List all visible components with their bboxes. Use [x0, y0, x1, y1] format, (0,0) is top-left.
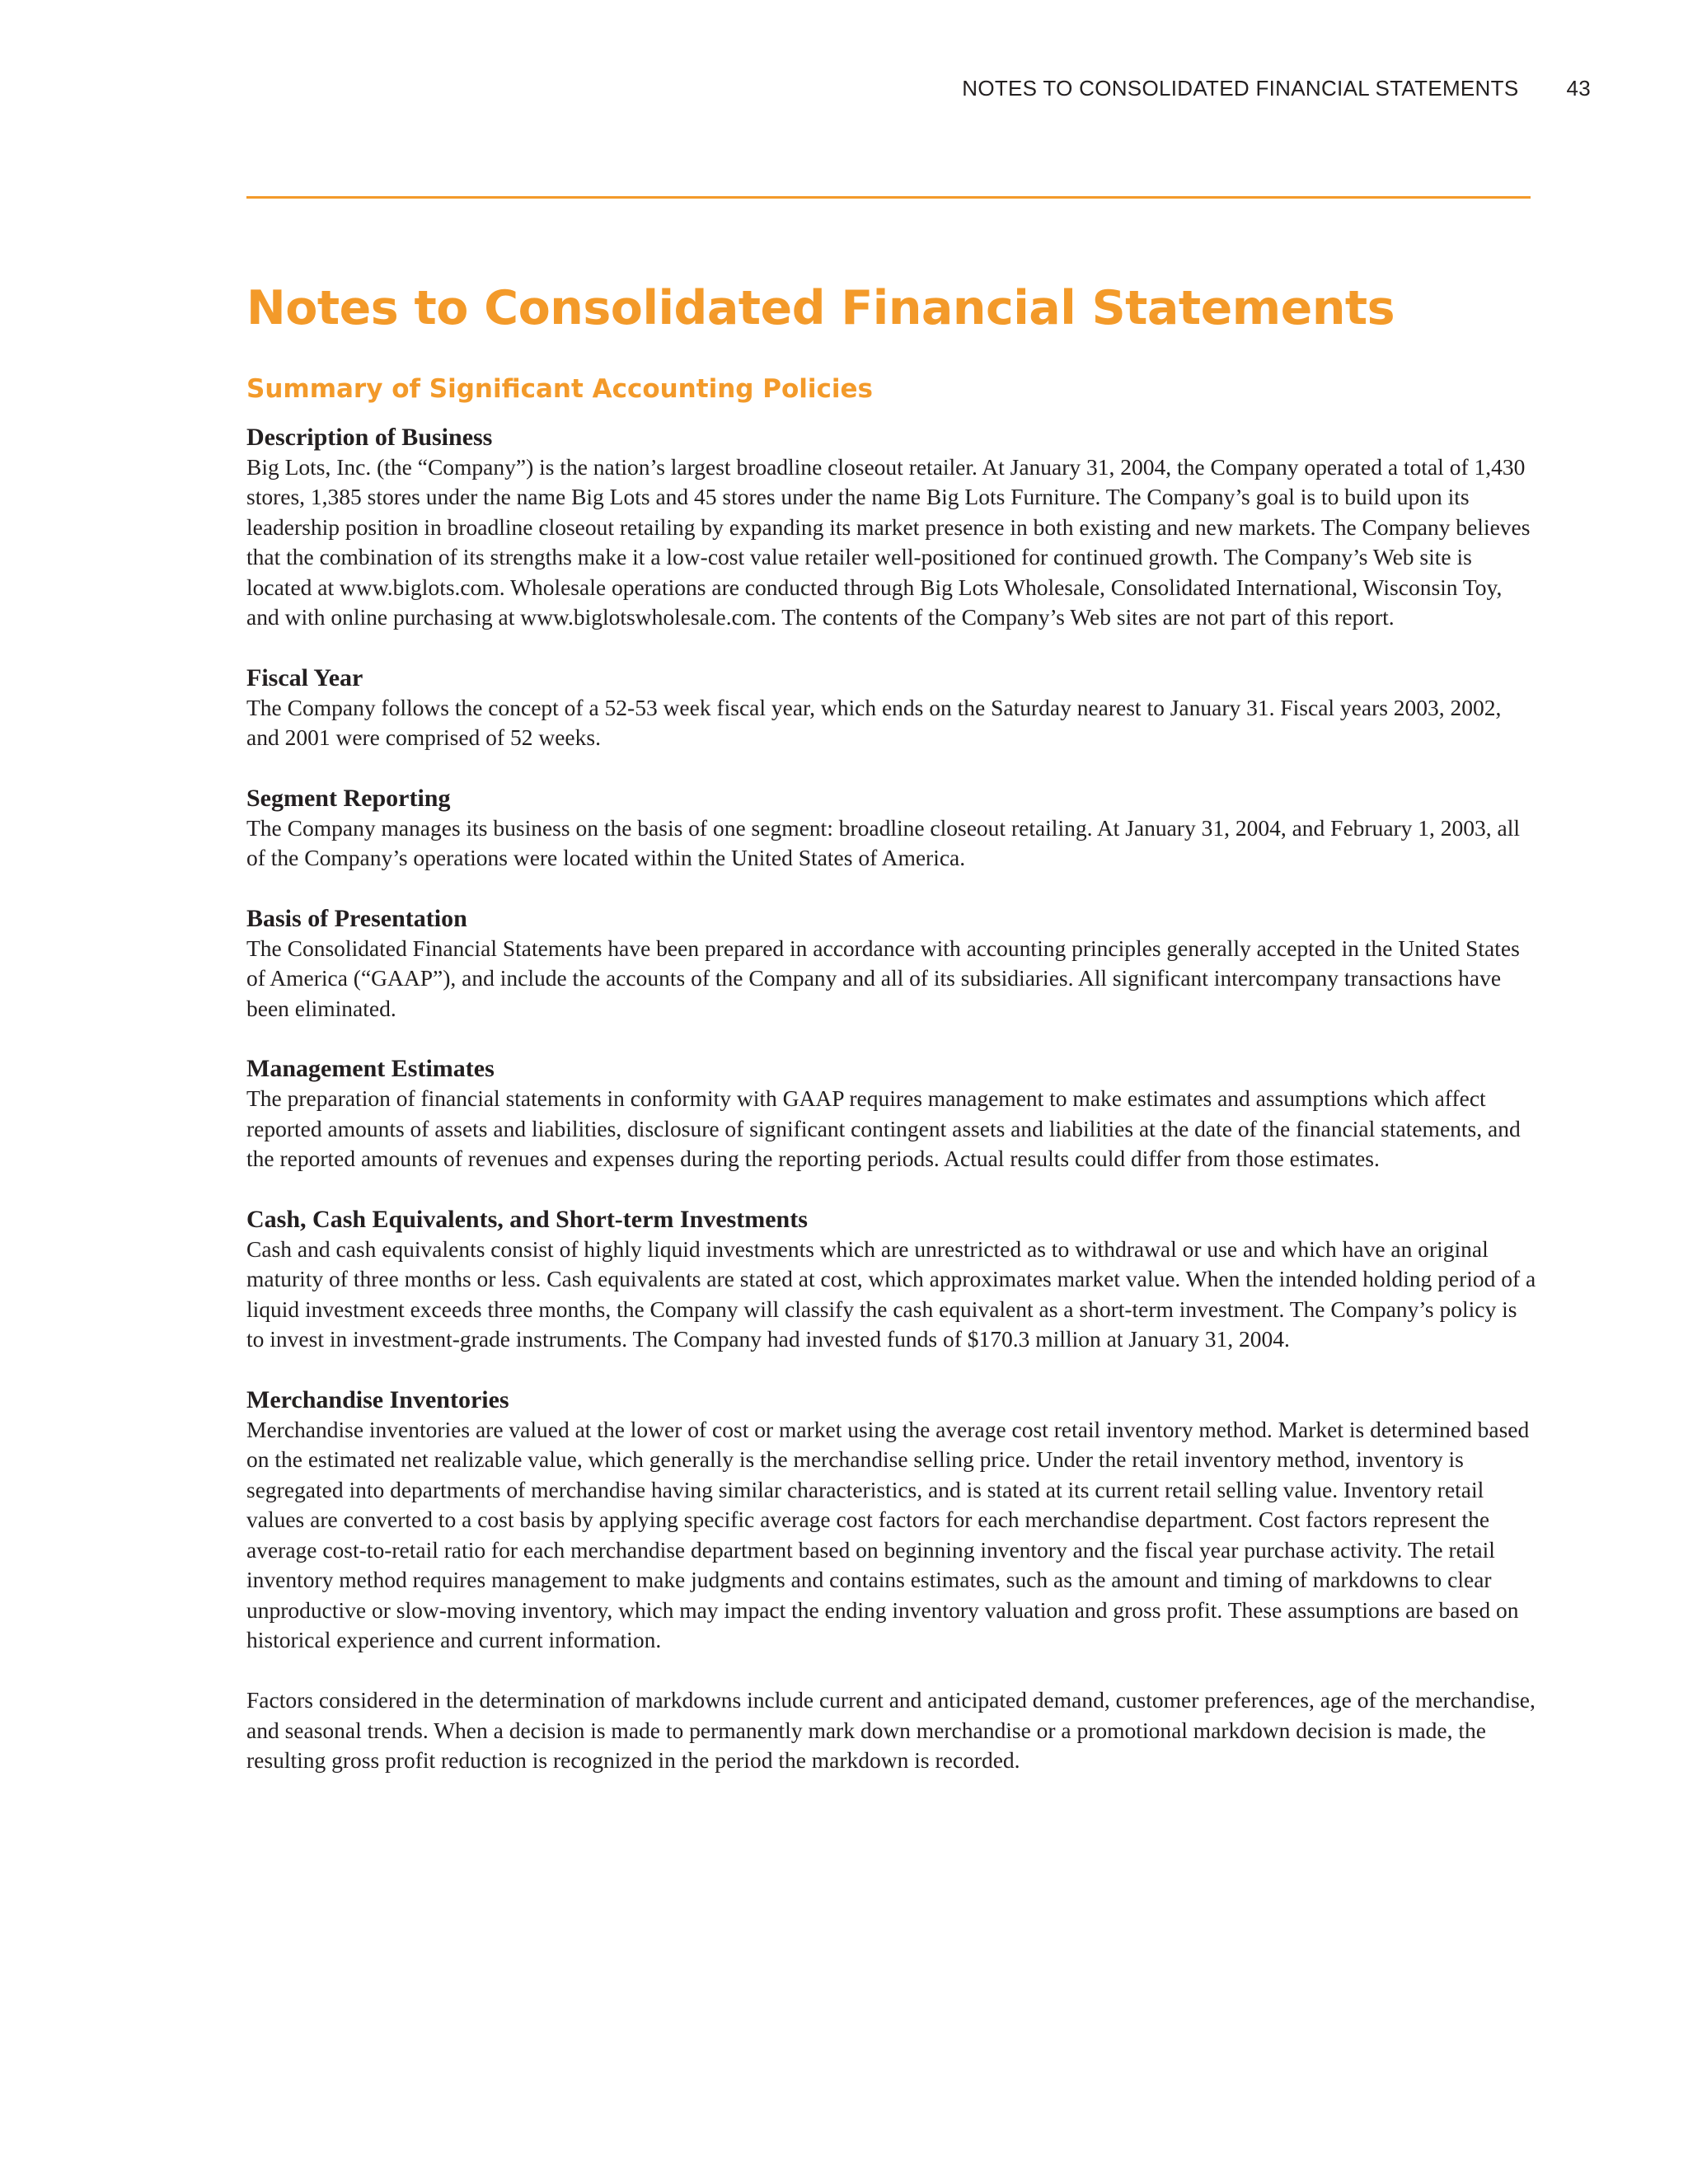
- running-header: [962, 76, 1591, 101]
- section-heading: Segment Reporting: [246, 784, 451, 812]
- section-merchandise-inventories: [246, 1385, 1536, 1776]
- section-paragraph: The Company follows the concept of a 52-53 week fiscal year, which ends on the Saturday nearest to January 31. Fiscal years 2003, 2002, and 2001 were comprised of 52 weeks.: [246, 694, 1502, 751]
- section-cash-equivalents: [246, 1204, 1536, 1355]
- section-paragraph: The Company manages its business on the basis of one segment: broadline closeout retailing. At January 31, 2004, and February 1, 2003, all of the Company’s operations were located within the United States of America.: [246, 814, 1521, 871]
- section-paragraph: Cash and cash equivalents consist of highly liquid investments which are unrestricted as to withdrawal or use and which have an original maturity of three months or less. Cash equivalents are stated at cost, which approximates market value. When the intended holding period of a liquid investment exceeds three months, the Company will classify the cash equivalent as a short-term investment. The Company’s policy is to invest in investment-grade instruments. The Company had invested funds of $170.3 million at January 31, 2004.: [246, 1235, 1536, 1352]
- section-heading: Description of Business: [246, 423, 493, 451]
- section-heading: Merchandise Inventories: [246, 1385, 509, 1413]
- running-header-title: NOTES TO CONSOLIDATED FINANCIAL STATEMENTS: [962, 76, 1519, 101]
- section-segment-reporting: [246, 783, 1536, 874]
- section-fiscal-year: [246, 663, 1536, 753]
- section-heading: Management Estimates: [246, 1055, 495, 1083]
- page-content: [246, 280, 1536, 1776]
- page-title: Notes to Consolidated Financial Statements: [246, 281, 1395, 335]
- section-basis-of-presentation: [246, 903, 1536, 1024]
- section-paragraph: Factors considered in the determination of markdowns include current and anticipated demand, customer preferences, age of the merchandise, and seasonal trends. When a decision is made to permanently mark down merchandise or a promotional markdown decision is made, the resulting gross profit reduction is recognized in the period the markdown is recorded.: [246, 1687, 1536, 1774]
- section-heading: Cash, Cash Equivalents, and Short-term Investments: [246, 1205, 808, 1233]
- section-management-estimates: [246, 1053, 1536, 1174]
- section-paragraph: The preparation of financial statements in conformity with GAAP requires management to make estimates and assumptions which affect reported amounts of assets and liabilities, disclosure of significant contingent assets and liabilities at the date of the financial statements, and the reported amounts of revenues and expenses during the reporting periods. Actual results could differ from those estimates.: [246, 1085, 1521, 1172]
- header-rule: [246, 196, 1531, 199]
- section-group-heading: Summary of Significant Accounting Policies: [246, 374, 873, 405]
- section-paragraph: Merchandise inventories are valued at the lower of cost or market using the average cost retail inventory method. Market is determined based on the estimated net realizable value, which generally is the merchandise selling price. Under the retail inventory method, inventory is segregated into departments of merchandise having similar characteristics, and is stated at its current retail selling value. Inventory retail values are converted to a cost basis by applying specific average cost factors for each merchandise department. Cost factors represent the average cost-to-retail ratio for each merchandise department based on beginning inventory and the fiscal year purchase activity. The retail inventory method requires management to make judgments and contains estimates, such as the amount and timing of markdowns to clear unproductive or slow-moving inventory, which may impact the ending inventory valuation and gross profit. These assumptions are based on historical experience and current information.: [246, 1416, 1530, 1653]
- section-heading: Fiscal Year: [246, 663, 363, 691]
- section-paragraph: The Consolidated Financial Statements have been prepared in accordance with accounting principles generally accepted in the United States of America (“GAAP”), and include the accounts of the Company and all of its subsidiaries. All significant intercompany transactions have been eliminated.: [246, 935, 1520, 1021]
- section-heading: Basis of Presentation: [246, 904, 467, 932]
- section-paragraph: Big Lots, Inc. (the “Company”) is the nation’s largest broadline closeout retailer. At January 31, 2004, the Company operated a total of 1,430 stores, 1,385 stores under the name Big Lots and 45 stores under the name Big Lots Furniture. The Company’s goal is to build upon its leadership position in broadline closeout retailing by expanding its market presence in both existing and new markets. The Company believes that the combination of its strengths make it a low-cost value retailer well-positioned for continued growth. The Company’s Web site is located at www.biglots.com. Wholesale operations are conducted through Big Lots Wholesale, Consolidated International, Wisconsin Toy, and with online purchasing at www.biglotswholesale.com. The contents of the Company’s Web sites are not part of this report.: [246, 453, 1531, 630]
- page-number: 43: [1566, 76, 1591, 101]
- section-description-of-business: [246, 422, 1536, 633]
